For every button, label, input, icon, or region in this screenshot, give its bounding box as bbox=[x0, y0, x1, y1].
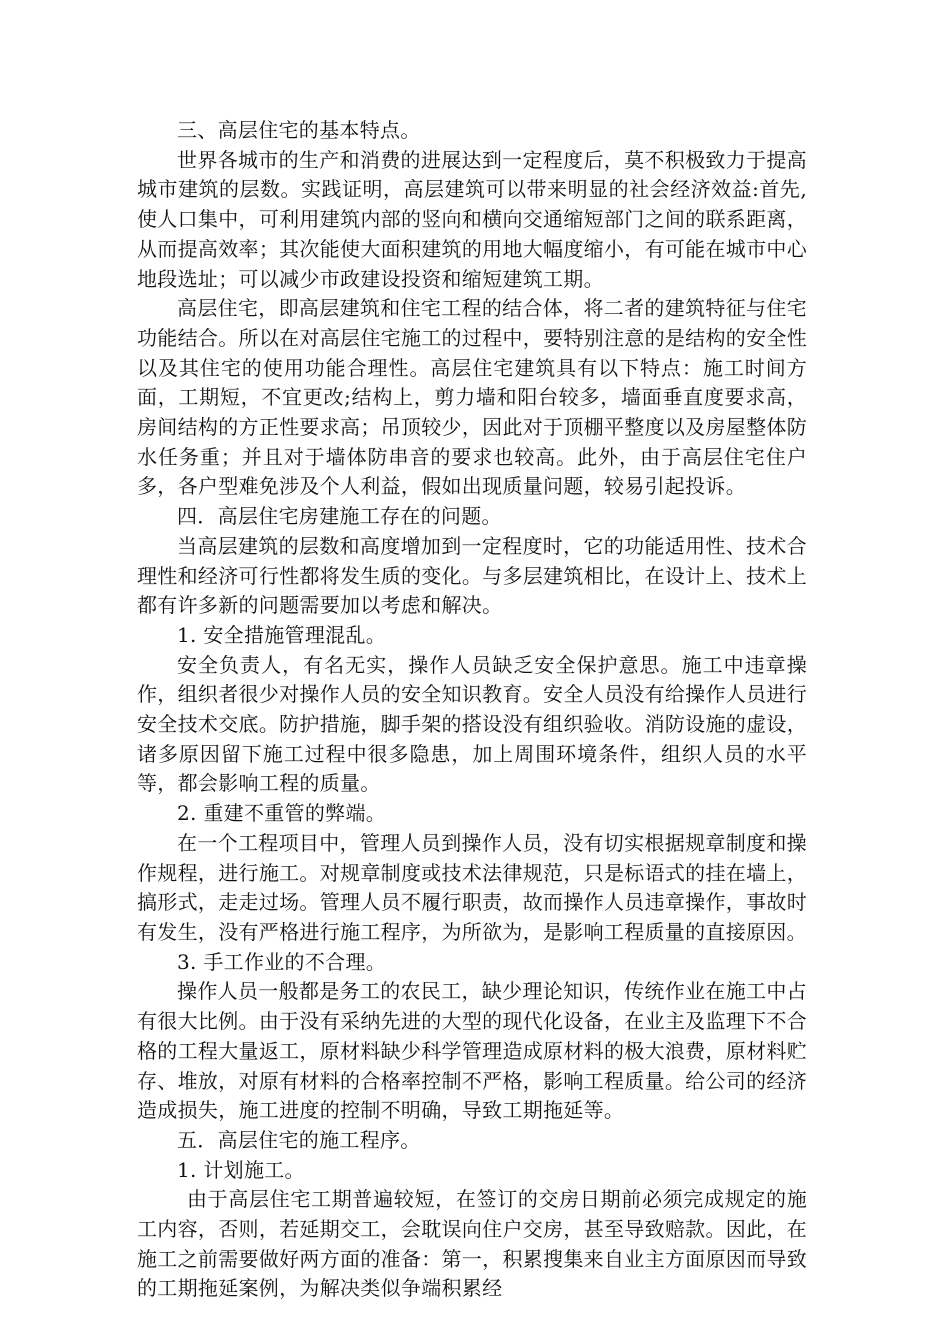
section-heading-3: 三、高层住宅的基本特点。 bbox=[177, 118, 421, 142]
subheading-1: 1. 安全措施管理混乱。 bbox=[177, 622, 387, 647]
document-body bbox=[137, 116, 807, 1304]
section-heading-5: 五．高层住宅的施工程序。 bbox=[177, 1127, 421, 1152]
paragraph: 操作人员一般都是务工的农民工，缺少理论知识，传统作业在施工中占有很大比例。由于没有采纳先进的大型的现代化设备，在业主及监理下不合格的工程大量返工，原材料缺少科学管理造成原材料的极大浪费，原材料贮存、堆放，对原有材料的合格率控制不严格，影响工程质量。给公司的经济造成损失，施工进度的控制不明确，导致工期拖延等。 bbox=[137, 979, 807, 1123]
paragraph: 当高层建筑的层数和高度增加到一定程度时，它的功能适用性、技术合理性和经济可行性都将发生质的变化。与多层建筑相比，在设计上、技术上都有许多新的问题需要加以考虑和解决。 bbox=[137, 533, 807, 618]
subheading-2: 2. 重建不重管的弊端。 bbox=[177, 801, 387, 826]
section-heading-4: 四．高层住宅房建施工存在的问题。 bbox=[177, 504, 502, 529]
paragraph: 高层住宅，即高层建筑和住宅工程的结合体，将二者的建筑特征与住宅功能结合。所以在对高层住宅施工的过程中，要特别注意的是结构的安全性以及其住宅的使用功能合理性。高层住宅建筑具有以下特点：施工时间方面，工期短，不宜更改;结构上，剪力墙和阳台较多，墙面垂直度要求高，房间结构的方正性要求高；吊顶较少，因此对于顶棚平整度以及房屋整体防水任务重；并且对于墙体防串音的要求也较高。此外，由于高层住宅住户多，各户型难免涉及个人利益，假如出现质量问题，较易引起投诉。 bbox=[137, 296, 807, 499]
subheading-1-plan: 1. 计划施工。 bbox=[177, 1157, 305, 1182]
subheading-3: 3. 手工作业的不合理。 bbox=[177, 949, 387, 974]
paragraph: 在一个工程项目中，管理人员到操作人员，没有切实根据规章制度和操作规程，进行施工。对规章制度或技术法律规范，只是标语式的挂在墙上，搞形式，走走过场。管理人员不履行职责，故而操作人员违章操作，事故时有发生，没有严格进行施工程序，为所欲为，是影响工程质量的直接原因。 bbox=[137, 830, 807, 944]
paragraph: 世界各城市的生产和消费的进展达到一定程度后，莫不积极致力于提高城市建筑的层数。实践证明，高层建筑可以带来明显的社会经济效益:首先,使人口集中，可利用建筑内部的竖向和横向交通缩短部门之间的联系距离，从而提高效率；其次能使大面积建筑的用地大幅度缩小，有可能在城市中心地段选址；可以减少市政建设投资和缩短建筑工期。 bbox=[137, 147, 807, 291]
paragraph: 由于高层住宅工期普遍较短，在签订的交房日期前必须完成规定的施工内容，否则，若延期交工，会耽误向住户交房，甚至导致赔款。因此，在施工之前需要做好两方面的准备：第一，积累搜集来自业主方面原因而导致的工期拖延案例，为解决类似争端积累经 bbox=[137, 1187, 807, 1301]
paragraph: 安全负责人，有名无实，操作人员缺乏安全保护意思。施工中违章操作，组织者很少对操作人员的安全知识教育。安全人员没有给操作人员进行安全技术交底。防护措施，脚手架的搭设没有组织验收。消防设施的虚设，诸多原因留下施工过程中很多隐患，加上周围环境条件，组织人员的水平等，都会影响工程的质量。 bbox=[137, 652, 807, 796]
